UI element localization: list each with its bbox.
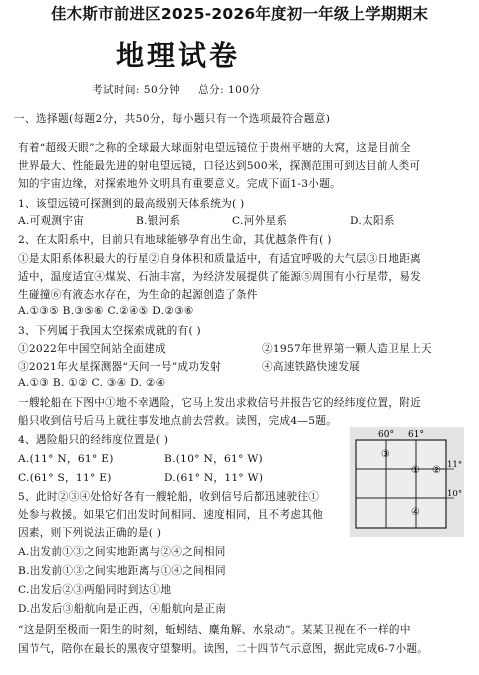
marker-4: ④ bbox=[411, 507, 420, 518]
q5-stem-line: 因素，则下列说法正确的是( ) bbox=[18, 527, 162, 539]
q5-stem-line: 处参与救援。如果它们出发时间相同、速度相同，且不考虑其他 bbox=[18, 509, 324, 521]
q1-option-d: D.太阳系 bbox=[350, 215, 395, 227]
q3-item-3: ③2021年火星探测器“天问一号”成功发射 bbox=[18, 361, 221, 373]
passage3-line: 国节气，陪你在最长的黑夜守望黎明。读图，二十四节气示意图，据此完成6-7小题。 bbox=[18, 643, 429, 655]
passage1-line: 有着“超级天眼”之称的全球最大球面射电望远镜位于贵州平塘的大窝，这是目前全 bbox=[18, 142, 411, 154]
q4-stem: 4、遇险船只的经纬度位置是( ) bbox=[18, 434, 169, 446]
q2-line: 适中，温度适宜④煤炭、石油丰富，为经济发展提供了能源⑤周围有小行星带，易发 bbox=[18, 271, 422, 283]
passage1-line: 知的宇宙边缘，对探索地外文明具有重要意义。完成下面1-3小题。 bbox=[18, 178, 341, 190]
q1-option-a: A.可观测宇宙 bbox=[18, 215, 85, 227]
marker-1: ① bbox=[411, 465, 420, 476]
q5-option-d: D.出发后③船航向是正西，④船航向是正南 bbox=[18, 603, 227, 615]
q5-option-c: C.出发后②③两船同时到达①地 bbox=[18, 584, 172, 596]
q3-stem: 3、下列属于我国太空探索成就的有( ) bbox=[18, 325, 201, 337]
q5-option-b: B.出发前①③之间实地距离与①④之间相同 bbox=[18, 565, 226, 577]
q3-item-4: ④高速铁路快速发展 bbox=[262, 361, 361, 373]
q1-option-c: C.河外星系 bbox=[232, 215, 288, 227]
right-label: 10° bbox=[447, 489, 463, 499]
passage2-line: 船只收到信号后马上就往事发地点前去营救。读图，完成4—5题。 bbox=[18, 415, 338, 427]
q4-option-a: A.(11° N，61° E) bbox=[18, 453, 114, 465]
exam-time: 考试时间: 50分钟 bbox=[92, 84, 181, 96]
q2-line: ①是太阳系体积最大的行星②自身体积和质量适中，有适宜呼吸的大气层③日地距离 bbox=[18, 253, 422, 265]
q2-options: A.①③⑤ B.③⑤⑥ C.②④⑤ D.②③⑥ bbox=[18, 305, 194, 317]
total-score: 总分: 100分 bbox=[198, 84, 261, 96]
top-label: 60° bbox=[378, 430, 394, 440]
marker-2: ② bbox=[432, 465, 441, 476]
q1-stem: 1、该望远镜可探测到的最高级别天体系统为( ) bbox=[18, 198, 245, 210]
grid-map-svg bbox=[350, 427, 464, 537]
q2-line: 生碰撞⑥有液态水存在，为生命的起源创造了条件 bbox=[18, 289, 258, 301]
passage1-line: 世界最大、性能最先进的射电望远镜，口径达到500米，探测范围可到达目前人类可 bbox=[18, 160, 421, 172]
q1-option-b: B.银河系 bbox=[136, 215, 181, 227]
q2-stem: 2、在太阳系中，目前只有地球能够孕育出生命，其优越条件有( ) bbox=[18, 234, 332, 246]
q5-option-a: A.出发前①③之间实地距离与②④之间相同 bbox=[18, 546, 226, 558]
q4-option-c: C.(61° S，11° E) bbox=[18, 472, 112, 484]
q4-option-d: D.(61° N，11° W) bbox=[164, 472, 264, 484]
passage2-line: 一艘轮船在下图中①地不幸遇险，它马上发出求救信号并报告它的经纬度位置，附近 bbox=[18, 397, 422, 409]
q3-options: A.①③ B. ①② C. ③④ D. ②④ bbox=[18, 377, 166, 389]
q3-item-2: ②1957年世界第一颗人造卫星上天 bbox=[262, 343, 432, 355]
marker-3: ③ bbox=[381, 449, 390, 460]
exam-title-line1: 佳木斯市前进区2025-2026年度初一年级上学期期末 bbox=[50, 5, 429, 23]
passage3-line: “这是阴至极而一阳生的时刻，蚯蚓结、麋角解、水泉动”。某某卫视在不一样的中 bbox=[18, 624, 411, 636]
q5-stem-line: 5、此时②③④处恰好各有一艘轮船，收到信号后都迅速驶往① bbox=[18, 491, 320, 503]
exam-title: 地理试卷 bbox=[116, 39, 241, 72]
right-label: 11° bbox=[447, 460, 463, 470]
section1-heading: 一、选择题(每题2分，共50分，每小题只有一个选项最符合题意) bbox=[14, 113, 331, 125]
q4-option-b: B.(10° N，61° W) bbox=[164, 453, 263, 465]
exam-meta bbox=[92, 82, 275, 97]
latlong-grid-map bbox=[350, 427, 464, 537]
top-label: 61° bbox=[408, 430, 424, 440]
grid-frame bbox=[356, 440, 446, 528]
q3-item-1: ①2022年中国空间站全面建成 bbox=[18, 343, 166, 355]
